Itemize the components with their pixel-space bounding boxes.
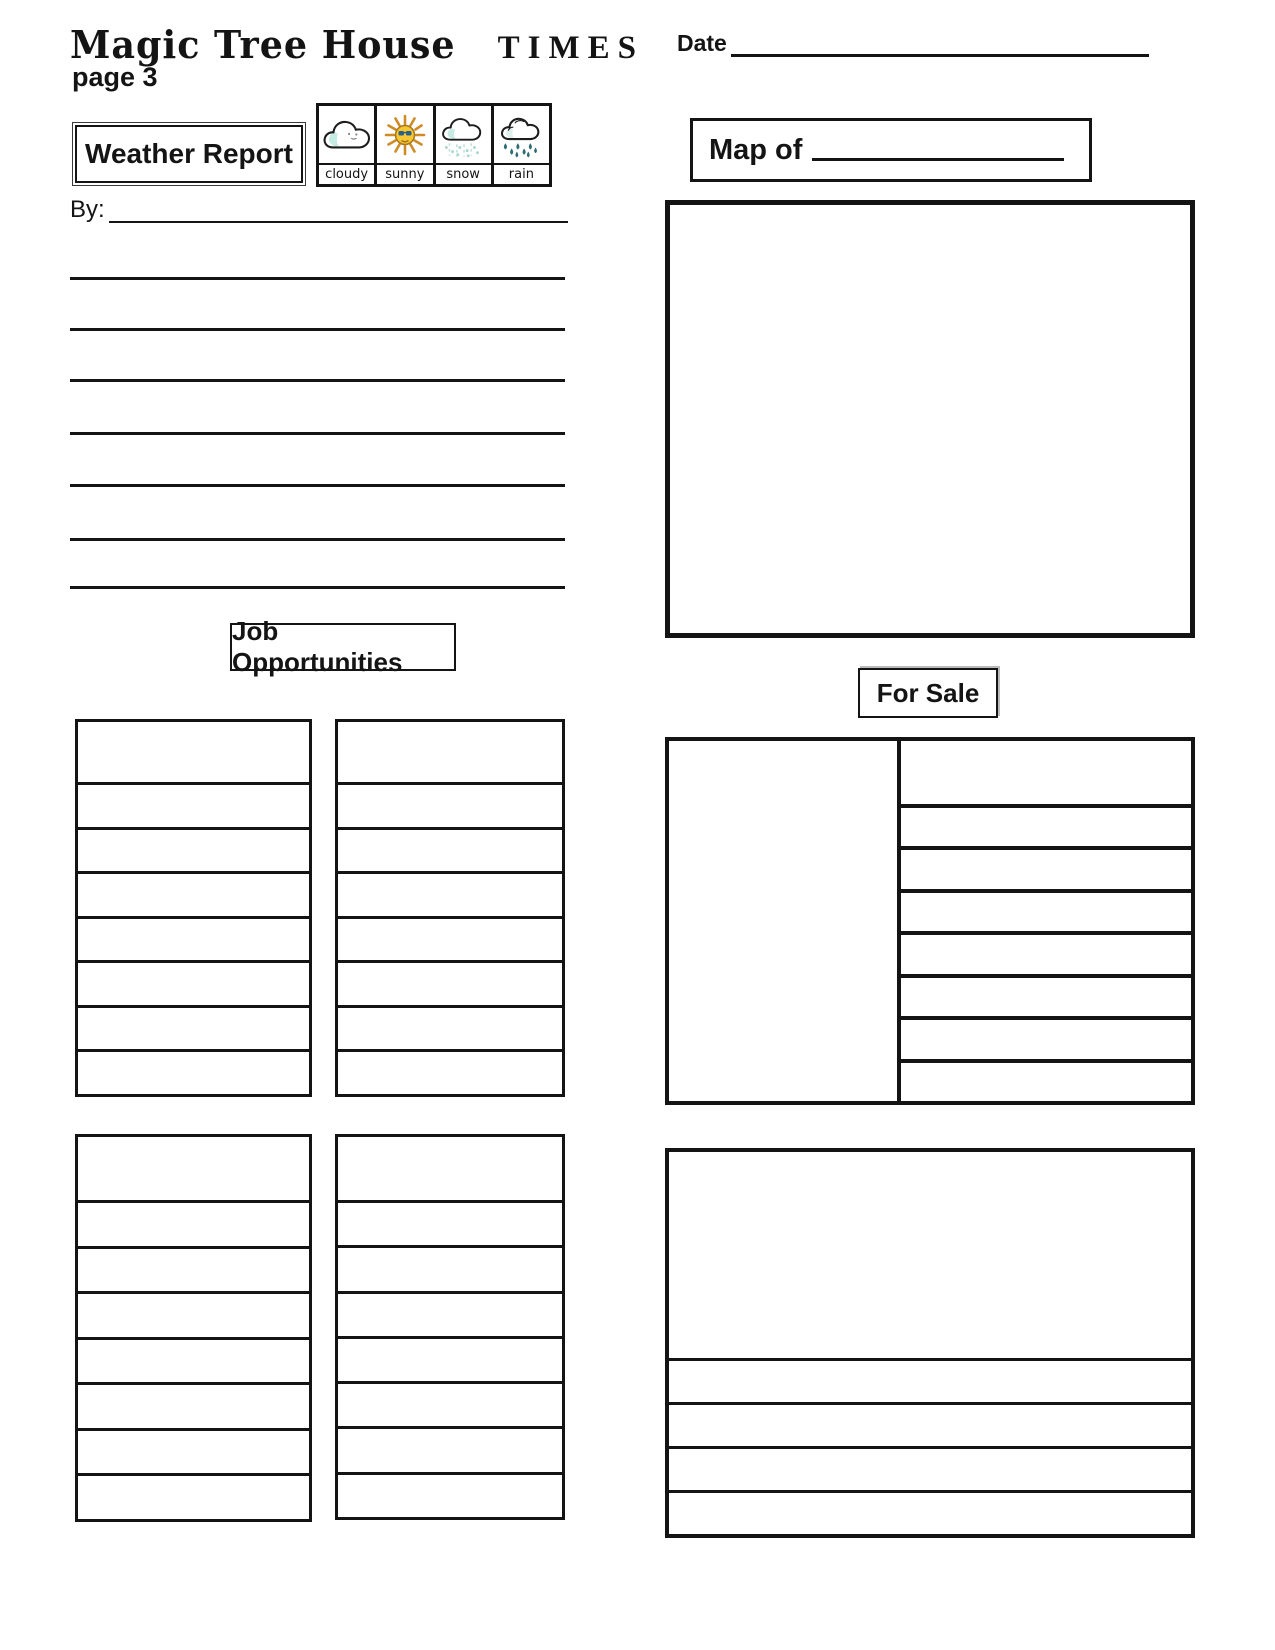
ad-row	[669, 1402, 1191, 1446]
weather-report-heading-box	[75, 125, 303, 183]
for-sale-row	[901, 804, 1191, 846]
weather-cell-sunny	[374, 106, 432, 184]
weather-cell-cloudy	[319, 106, 374, 184]
writing-line	[70, 328, 565, 331]
date-field	[677, 32, 1149, 57]
job-box-row	[78, 1337, 309, 1383]
job-box-row	[338, 1291, 562, 1336]
writing-line	[70, 432, 565, 435]
writing-line	[70, 379, 565, 382]
job-box-row	[338, 871, 562, 916]
writing-line	[70, 538, 565, 541]
weather-label-snow: snow	[436, 163, 491, 184]
job-box-row	[338, 1426, 562, 1471]
job-box-title-row	[338, 722, 562, 782]
cloud-icon	[319, 106, 374, 163]
job-listing-box	[335, 719, 565, 1097]
job-box-row	[338, 1336, 562, 1381]
job-box-row	[78, 1049, 309, 1094]
for-sale-row	[901, 846, 1191, 888]
for-sale-row	[901, 974, 1191, 1016]
job-listing-box	[75, 1134, 312, 1522]
newspaper-title: Magic Tree House	[70, 22, 456, 67]
for-sale-heading: For Sale	[876, 677, 980, 708]
job-box-row	[338, 1245, 562, 1290]
for-sale-lines	[901, 741, 1191, 1101]
rain-cloud-icon	[494, 106, 549, 163]
job-box-row	[78, 1291, 309, 1337]
job-box-row	[78, 1200, 309, 1246]
writing-line	[70, 277, 565, 280]
map-blank-line	[812, 158, 1064, 161]
sun-icon	[377, 106, 432, 163]
job-box-row	[338, 1381, 562, 1426]
for-sale-row	[901, 1059, 1191, 1101]
job-box-row	[78, 1005, 309, 1050]
job-box-row	[338, 1005, 562, 1050]
for-sale-row	[901, 741, 1191, 804]
weather-key-table	[316, 103, 552, 187]
job-box-row	[338, 782, 562, 827]
for-sale-row	[901, 1016, 1191, 1058]
weather-cell-rain	[491, 106, 549, 184]
ad-row	[669, 1446, 1191, 1490]
job-box-row	[338, 1049, 562, 1094]
job-box-title-row	[78, 722, 309, 782]
ad-row	[669, 1490, 1191, 1534]
map-heading-box	[690, 118, 1092, 182]
weather-label-cloudy: cloudy	[319, 163, 374, 184]
page-number: page 3	[72, 62, 158, 92]
weather-cell-snow	[433, 106, 491, 184]
snow-cloud-icon	[436, 106, 491, 163]
job-box-row	[78, 916, 309, 961]
job-box-title-row	[78, 1137, 309, 1200]
newspaper-edition: TIMES	[497, 30, 644, 66]
weather-label-rain: rain	[494, 163, 549, 184]
jobs-heading: Job Opportunities	[232, 616, 403, 677]
job-box-row	[78, 1382, 309, 1428]
jobs-heading-box	[230, 616, 456, 677]
job-box-row	[338, 916, 562, 961]
job-box-row	[78, 1473, 309, 1519]
job-box-row	[78, 960, 309, 1005]
job-box-row	[78, 827, 309, 872]
writing-line	[70, 484, 565, 487]
job-box-row	[78, 782, 309, 827]
job-listing-box	[335, 1134, 565, 1520]
job-box-row	[78, 1246, 309, 1292]
job-box-row	[338, 1472, 562, 1517]
job-box-row	[338, 1200, 562, 1245]
for-sale-heading-box	[858, 668, 998, 718]
writing-line	[70, 586, 565, 589]
by-blank-line	[109, 221, 568, 223]
job-box-row	[338, 960, 562, 1005]
job-listing-box	[75, 719, 312, 1097]
ad-row	[669, 1358, 1191, 1402]
job-box-row	[78, 871, 309, 916]
weather-report-heading: Weather Report	[85, 138, 293, 169]
ad-drawing-area	[669, 1152, 1191, 1358]
byline-field	[70, 198, 568, 223]
advertisement-box	[665, 1148, 1195, 1538]
map-drawing-box	[665, 200, 1195, 638]
job-box-row	[338, 827, 562, 872]
date-label: Date	[677, 30, 727, 56]
for-sale-row	[901, 931, 1191, 973]
for-sale-ad-box	[665, 737, 1195, 1105]
date-blank-line	[731, 54, 1149, 57]
weather-label-sunny: sunny	[377, 163, 432, 184]
for-sale-row	[901, 889, 1191, 931]
map-heading: Map of	[709, 133, 803, 166]
job-box-row	[78, 1428, 309, 1474]
job-box-title-row	[338, 1137, 562, 1200]
masthead	[70, 22, 644, 67]
by-label: By:	[70, 196, 105, 223]
for-sale-picture-cell	[669, 741, 901, 1101]
